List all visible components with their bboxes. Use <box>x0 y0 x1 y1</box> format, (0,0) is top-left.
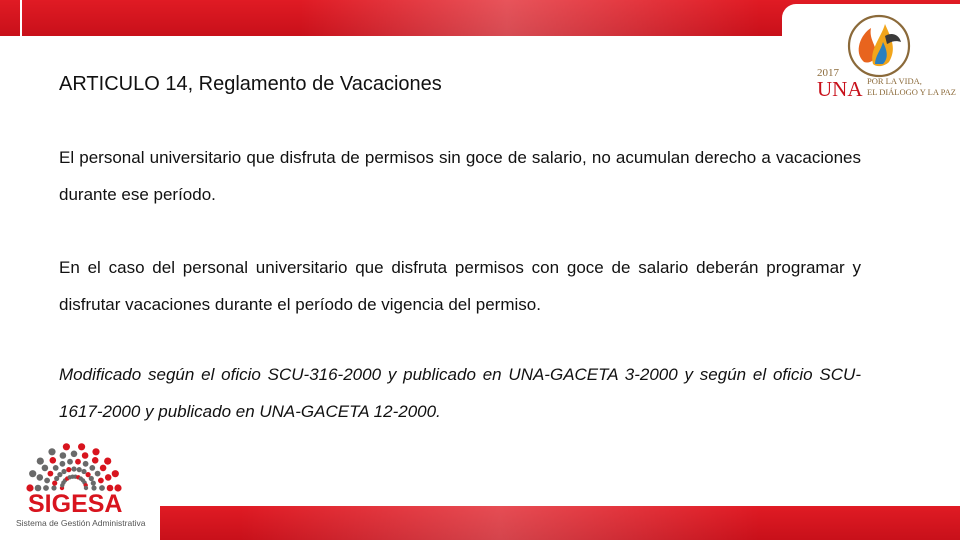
globe-dot <box>83 461 89 467</box>
globe-dot <box>89 476 94 481</box>
globe-dot <box>48 471 54 477</box>
globe-dot <box>67 459 73 465</box>
slide-title: ARTICULO 14, Reglamento de Vacaciones <box>59 73 442 95</box>
globe-dot <box>77 467 82 472</box>
paragraph-modification-note: Modificado según el oficio SCU-316-2000 y publicado en UNA-GACETA 3-2000 y según el oficio SCU-1617-2000 y publicado en UNA-GACETA 12-2000. <box>59 365 861 421</box>
globe-dot <box>52 481 57 486</box>
flame-emblem-icon <box>849 16 909 76</box>
globe-dot <box>92 457 99 464</box>
sigesa-name: SIGESA <box>28 490 123 518</box>
globe-dot <box>37 458 44 465</box>
globe-dot <box>98 478 104 484</box>
sigesa-subtitle: Sistema de Gestión Administrativa <box>16 518 146 528</box>
una-brand: UNA <box>817 77 863 101</box>
globe-dot <box>37 474 44 481</box>
globe-dot <box>60 461 66 467</box>
globe-dot <box>112 470 119 477</box>
globe-dot <box>100 465 107 472</box>
globe-dot <box>92 448 99 455</box>
una-year: 2017 <box>817 67 839 79</box>
sigesa-logo <box>8 436 168 532</box>
globe-dot <box>57 472 62 477</box>
banner-divider <box>20 0 22 36</box>
globe-dot <box>71 466 76 471</box>
globe-dot <box>95 471 101 477</box>
globe-dot <box>75 459 81 465</box>
globe-dot <box>71 451 78 458</box>
banner-highlight <box>240 506 760 540</box>
dot-globe-icon <box>26 443 121 491</box>
globe-dot <box>105 474 112 481</box>
globe-dot <box>81 469 86 474</box>
banner-highlight <box>300 0 760 36</box>
globe-dot <box>78 443 85 450</box>
globe-dot <box>66 467 71 472</box>
globe-dot <box>63 443 70 450</box>
globe-dot <box>61 469 66 474</box>
paragraph-con-goce: En el caso del personal universitario que disfruta permisos con goce de salario deberán programar y disfrutar vacaciones durante el período de vigencia del permiso. <box>59 258 861 314</box>
globe-dot <box>53 465 59 471</box>
una-motto-line2: EL DIÁLOGO Y LA PAZ <box>867 87 956 97</box>
globe-dot <box>60 452 67 459</box>
globe-dot <box>29 470 36 477</box>
bottom-banner <box>160 506 960 540</box>
globe-dot <box>48 448 55 455</box>
globe-dot <box>82 452 89 459</box>
una-motto-line1: POR LA VIDA, <box>867 76 922 86</box>
globe-dot <box>42 465 49 472</box>
globe-dot <box>104 458 111 465</box>
globe-dot <box>50 457 57 464</box>
globe-dot <box>91 481 96 486</box>
una-logo <box>815 8 956 101</box>
globe-dot <box>44 478 50 484</box>
paragraph-sin-goce: El personal universitario que disfruta de permisos sin goce de salario, no acumulan derecho a vacaciones durante ese período. <box>59 148 861 204</box>
globe-dot <box>89 465 95 471</box>
